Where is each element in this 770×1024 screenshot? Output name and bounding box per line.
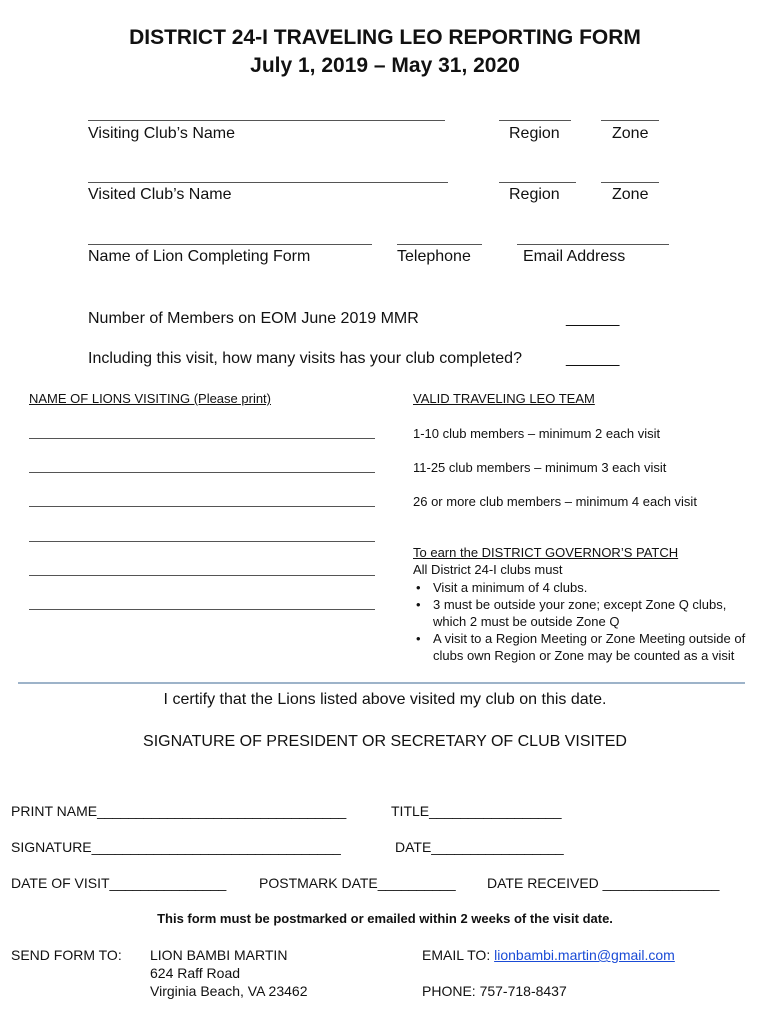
email-label: Email Address <box>523 248 626 265</box>
email-line[interactable] <box>517 244 669 245</box>
team-rule: 1-10 club members – minimum 2 each visit <box>413 426 661 441</box>
visiting-zone-label: Zone <box>612 125 649 142</box>
date-of-visit-field[interactable]: DATE OF VISIT_______________ <box>11 875 227 891</box>
visiting-region-line[interactable] <box>499 120 571 121</box>
lion-name-entry-line[interactable] <box>29 575 375 576</box>
lion-name-entry-line[interactable] <box>29 438 375 439</box>
team-rule: 11-25 club members – minimum 3 each visit <box>413 460 667 475</box>
certify-statement: I certify that the Lions listed above visited my club on this date. <box>163 691 607 708</box>
date-field[interactable]: DATE_________________ <box>395 839 564 855</box>
patch-requirement: • 3 must be outside your zone; except Zone Q clubs, which 2 must be outside Zone Q <box>413 596 763 630</box>
patch-requirements-list <box>413 579 763 664</box>
lions-visiting-heading: NAME OF LIONS VISITING (Please print) <box>29 391 271 406</box>
visiting-region-label: Region <box>509 125 560 142</box>
title-field[interactable]: TITLE_________________ <box>391 803 562 819</box>
email-to-label: EMAIL TO: <box>422 947 495 963</box>
visited-zone-label: Zone <box>612 186 649 203</box>
lion-name-entry-line[interactable] <box>29 541 375 542</box>
postmark-date-field[interactable]: POSTMARK DATE__________ <box>259 875 456 891</box>
visiting-club-name-label: Visiting Club’s Name <box>88 125 236 142</box>
lion-name-label: Name of Lion Completing Form <box>88 248 311 265</box>
visiting-zone-line[interactable] <box>601 120 659 121</box>
telephone-label: Telephone <box>397 248 471 265</box>
patch-heading: To earn the DISTRICT GOVERNOR’S PATCH <box>413 545 679 560</box>
telephone-line[interactable] <box>397 244 482 245</box>
postmark-notice: This form must be postmarked or emailed within 2 weeks of the visit date. <box>157 911 613 926</box>
visits-count-blank[interactable]: ______ <box>566 350 620 367</box>
patch-requirement: • A visit to a Region Meeting or Zone Meeting outside of clubs own Region or Zone may be counted as a visit <box>413 630 763 664</box>
signature-heading: SIGNATURE OF PRESIDENT OR SECRETARY OF CLUB VISITED <box>143 733 627 750</box>
recipient-city: Virginia Beach, VA 23462 <box>150 983 308 999</box>
print-name-field[interactable]: PRINT NAME________________________________ <box>11 803 347 819</box>
lion-name-entry-line[interactable] <box>29 609 375 610</box>
recipient-name: LION BAMBI MARTIN <box>150 947 288 963</box>
email-to <box>422 947 675 963</box>
visiting-club-name-line[interactable] <box>88 120 445 121</box>
valid-team-heading: VALID TRAVELING LEO TEAM <box>413 391 595 406</box>
recipient-street: 624 Raff Road <box>150 965 241 981</box>
visited-club-name-line[interactable] <box>88 182 448 183</box>
section-divider <box>18 682 745 684</box>
visited-region-label: Region <box>509 186 560 203</box>
visited-region-line[interactable] <box>499 182 576 183</box>
members-eom-label: Number of Members on EOM June 2019 MMR <box>88 310 419 327</box>
form-date-range: July 1, 2019 – May 31, 2020 <box>250 54 520 77</box>
email-link[interactable]: lionbambi.martin@gmail.com <box>494 947 675 963</box>
lion-name-entry-line[interactable] <box>29 472 375 473</box>
visits-count-label: Including this visit, how many visits has your club completed? <box>88 350 522 367</box>
members-eom-blank[interactable]: ______ <box>566 310 620 327</box>
visited-zone-line[interactable] <box>601 182 659 183</box>
lion-name-entry-line[interactable] <box>29 506 375 507</box>
visited-club-name-label: Visited Club’s Name <box>88 186 232 203</box>
date-received-field[interactable]: DATE RECEIVED _______________ <box>487 875 720 891</box>
patch-requirement: • Visit a minimum of 4 clubs. <box>413 579 763 596</box>
lion-name-line[interactable] <box>88 244 372 245</box>
form-title: DISTRICT 24-I TRAVELING LEO REPORTING FORM <box>129 26 641 49</box>
signature-field[interactable]: SIGNATURE________________________________ <box>11 839 341 855</box>
send-form-label: SEND FORM TO: <box>11 947 122 963</box>
phone-number: PHONE: 757-718-8437 <box>422 983 567 999</box>
patch-intro: All District 24-I clubs must <box>413 562 563 577</box>
team-rule: 26 or more club members – minimum 4 each visit <box>413 494 697 509</box>
